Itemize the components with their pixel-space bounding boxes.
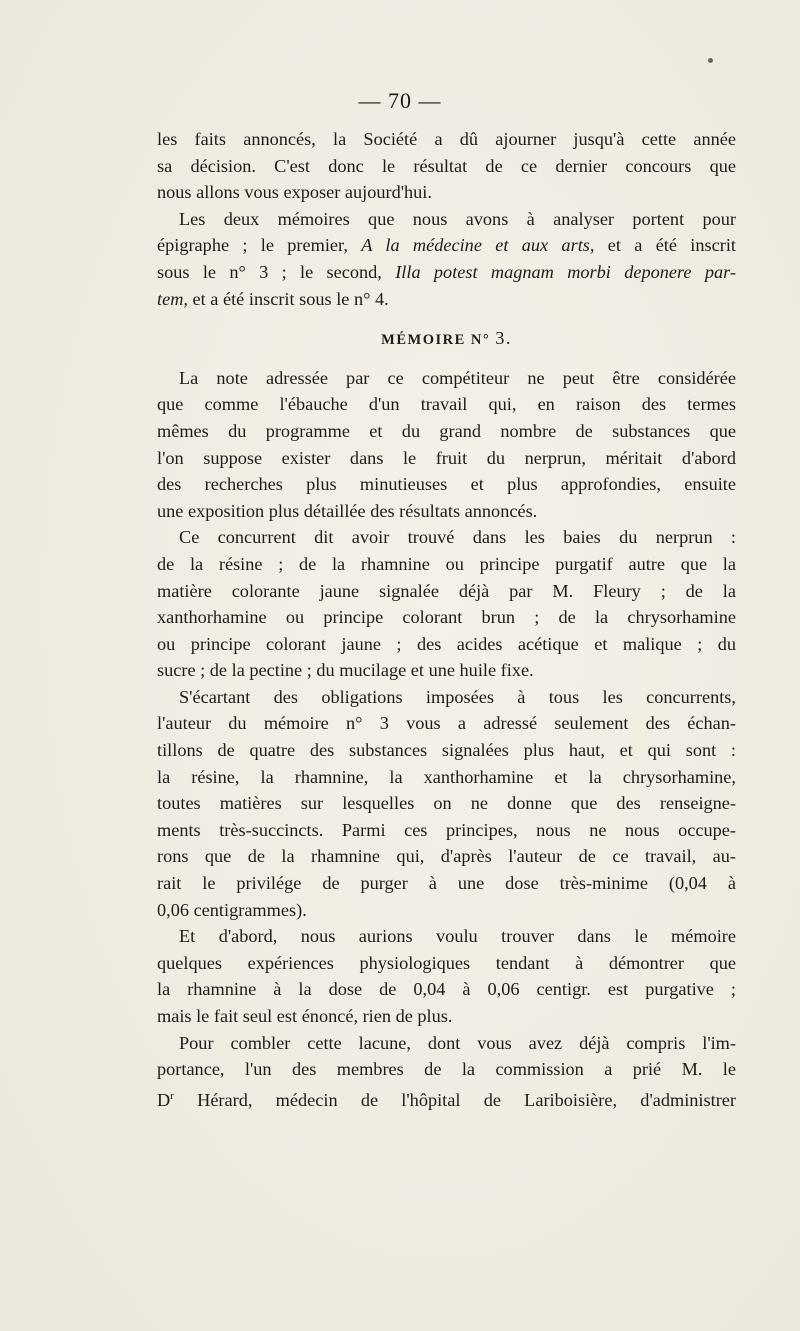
text-line: les faits annoncés, la Société a dû ajourner jusqu'à cette année: [157, 129, 736, 149]
body-text: [157, 126, 736, 1109]
text-line: portance, l'un des membres de la commission a prié M. le: [157, 1059, 736, 1080]
epigraph-2-end: tem,: [157, 288, 188, 309]
text-line: nous allons vous exposer aujourd'hui.: [157, 182, 432, 203]
text-segment: Hérard, médecin de l'hôpital de Lariboisière, d'administrer: [173, 1089, 736, 1110]
paragraph-7: [157, 1030, 736, 1110]
heading-number: 3.: [495, 328, 512, 349]
text-line: La note adressée par ce compétiteur ne peut être considérée: [179, 367, 736, 388]
text-segment: épigraphe ; le premier,: [157, 235, 362, 256]
text-line: xanthorhamine ou principe colorant brun ; de la chrysorhamine: [157, 607, 736, 628]
text-line: ou principe colorant jaune ; des acides acétique et malique ; du: [157, 633, 736, 654]
text-line: S'écartant des obligations imposées à tous les concurrents,: [179, 686, 736, 707]
text-line: toutes matières sur lesquelles on ne donne que des renseigne-: [157, 793, 736, 814]
text-line: Les deux mémoires que nous avons à analyser portent pour: [179, 208, 736, 229]
text-line: quelques expériences physiologiques tendant à démontrer que: [157, 952, 736, 973]
text-segment: et a été inscrit: [594, 235, 736, 256]
text-line: sa décision. C'est donc le résultat de ce dernier concours que: [157, 155, 736, 176]
paragraph-3: [157, 365, 736, 525]
text-line: Pour combler cette lacune, dont vous avez déjà compris l'im-: [179, 1032, 736, 1053]
text-line: des recherches plus minutieuses et plus approfondies, ensuite: [157, 474, 736, 495]
text-line: matière colorante jaune signalée déjà par M. Fleury ; de la: [157, 580, 736, 601]
page-speck: [708, 58, 713, 63]
text-line: [157, 1083, 736, 1110]
text-line: sucre ; de la pectine ; du mucilage et une huile fixe.: [157, 660, 534, 681]
superscript: r: [170, 1089, 174, 1102]
section-heading: [157, 325, 736, 352]
text-line: mais le fait seul est énoncé, rien de plus.: [157, 1006, 453, 1026]
text-line: la résine, la rhamnine, la xanthorhamine et la chrysorhamine,: [157, 766, 736, 787]
paragraph-2: [157, 206, 736, 312]
text-line: rons que de la rhamnine qui, d'après l'auteur de ce travail, au-: [157, 846, 736, 867]
text-line: rait le privilége de purger à une dose très-minime (0,04 à: [157, 873, 736, 894]
text-line: mêmes du programme et du grand nombre de substances que: [157, 420, 736, 441]
text-line: l'on suppose exister dans le fruit du nerprun, méritait d'abord: [157, 447, 736, 468]
paragraph-4: [157, 524, 736, 684]
text-segment: sous le n° 3 ; le second,: [157, 261, 396, 282]
epigraph-2: Illa potest magnam morbi deponere par-: [395, 261, 736, 282]
text-segment: et a été inscrit sous le n° 4.: [187, 288, 389, 309]
page-number: — 70 —: [358, 88, 442, 113]
paragraph-1: [157, 126, 736, 206]
text-line: Et d'abord, nous aurions voulu trouver dans le mémoire: [179, 926, 736, 947]
text-line: tillons de quatre des substances signalées plus haut, et qui sont :: [157, 740, 736, 761]
text-line: de la résine ; de la rhamnine ou principe purgatif autre que la: [157, 553, 736, 574]
text-line: [157, 286, 736, 313]
text-line: Ce concurrent dit avoir trouvé dans les baies du nerprun :: [179, 527, 736, 548]
text-line: que comme l'ébauche d'un travail qui, en raison des termes: [157, 394, 736, 415]
text-line: la rhamnine à la dose de 0,04 à 0,06 centigr. est purgative ;: [157, 979, 736, 1000]
heading-label: MÉMOIRE N°: [381, 332, 491, 349]
epigraph-1: A la médecine et aux arts,: [361, 235, 595, 256]
paragraph-6: [157, 923, 736, 1029]
text-segment: D: [157, 1089, 171, 1110]
paragraph-5: [157, 684, 736, 923]
text-line: [157, 232, 736, 259]
text-line: 0,06 centigrammes).: [157, 899, 307, 920]
text-line: [157, 259, 736, 286]
text-line: une exposition plus détaillée des résultats annoncés.: [157, 500, 538, 521]
text-line: ments très-succincts. Parmi ces principes, nous ne nous occupe-: [157, 819, 736, 840]
text-line: l'auteur du mémoire n° 3 vous a adressé seulement des échan-: [157, 713, 736, 734]
